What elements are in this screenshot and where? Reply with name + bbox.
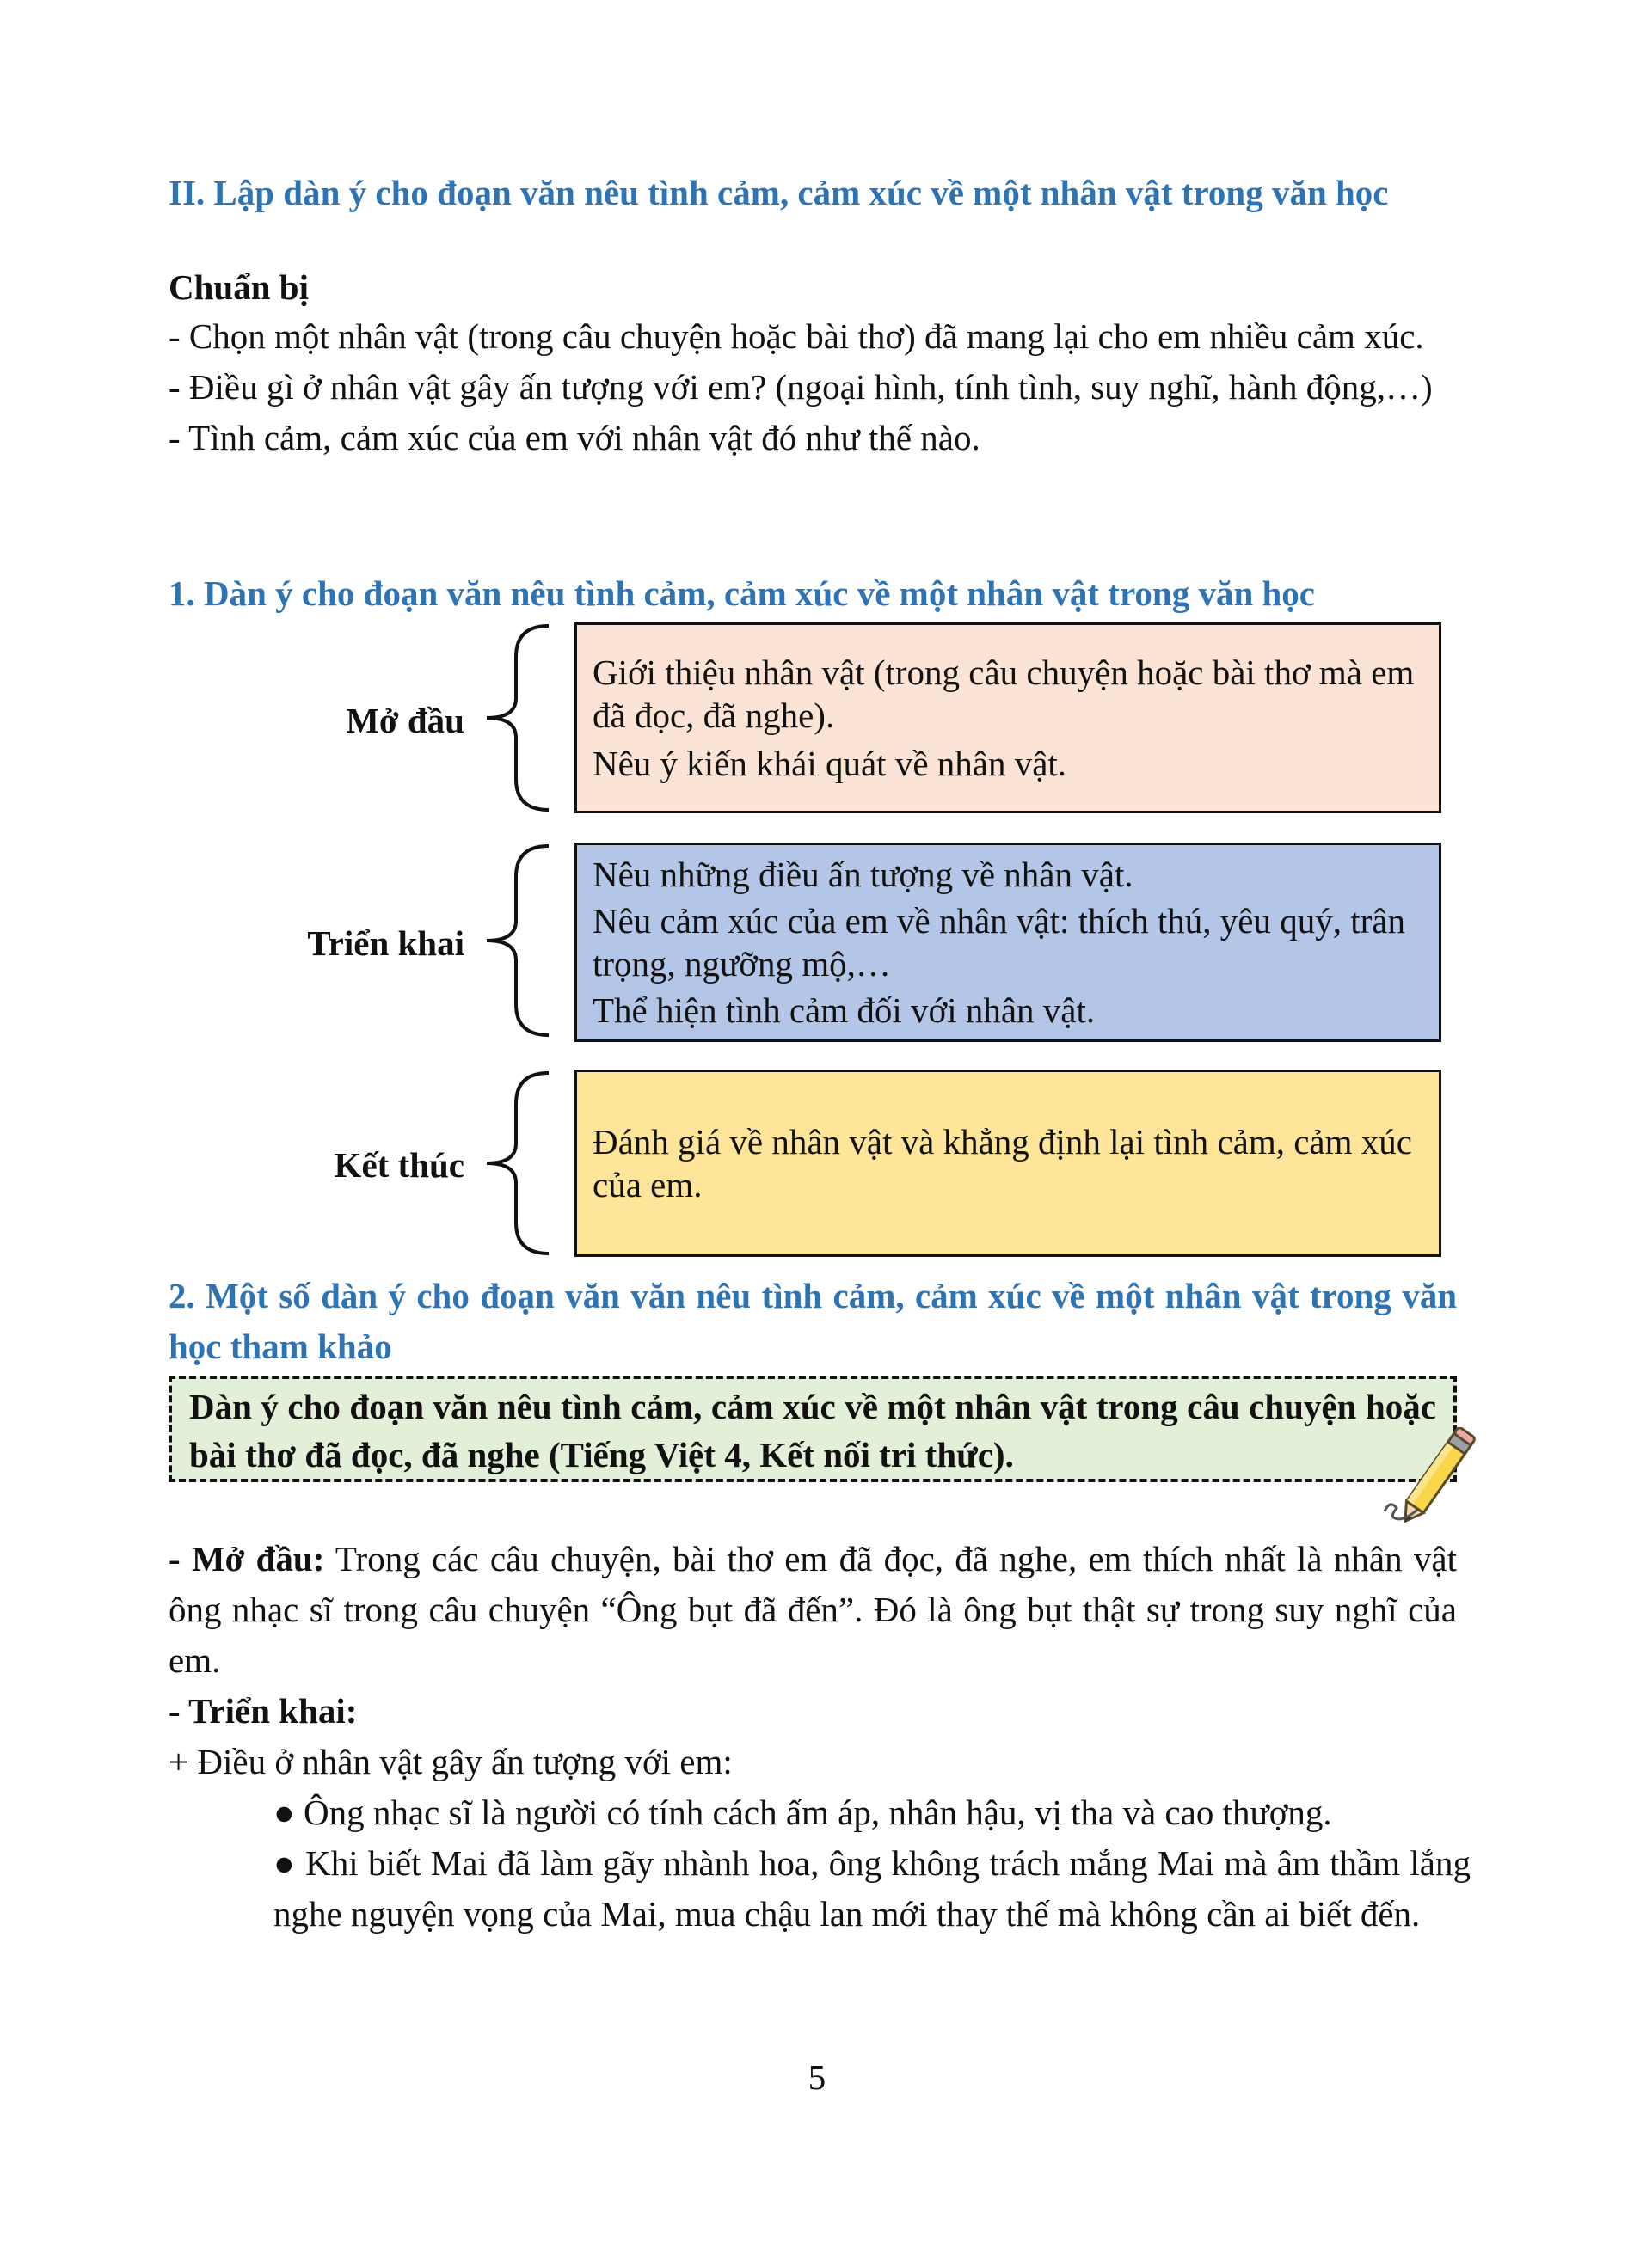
outline-label-end: Kết thúc bbox=[334, 1145, 464, 1185]
section2-title-block bbox=[169, 1271, 1457, 1372]
sample-impress-intro: + Điều ở nhân vật gây ấn tượng với em: bbox=[169, 1742, 733, 1781]
page-number: 5 bbox=[808, 2057, 826, 2097]
section1-title-block bbox=[169, 569, 1527, 618]
sample-bullet-2: ● Khi biết Mai đã làm gãy nhành hoa, ông không trách mắng Mai mà âm thầm lắng nghe nguyện vọng của Mai, mua chậu lan mới thay thế mà không cần ai biết đến. bbox=[273, 1843, 1471, 1934]
outline-intro-line-2: Nêu ý kiến khái quát về nhân vật. bbox=[593, 744, 1067, 783]
prep-item-1: - Chọn một nhân vật (trong câu chuyện hoặc bài thơ) đã mang lại cho em nhiều cảm xúc. bbox=[169, 316, 1424, 356]
prep-section bbox=[169, 263, 1527, 463]
prep-item-3: - Tình cảm, cảm xúc của em với nhân vật đó như thế nào. bbox=[169, 418, 980, 457]
main-heading-block bbox=[169, 169, 1527, 218]
brace-icon bbox=[480, 843, 557, 1039]
sample-bullet-1: ● Ông nhạc sĩ là người có tính cách ấm áp, nhân hậu, vị tha và cao thượng. bbox=[273, 1793, 1332, 1832]
outline-intro-line-1: Giới thiệu nhân vật (trong câu chuyện hoặc bài thơ mà em đã đọc, đã nghe). bbox=[593, 653, 1415, 735]
outline-body-line-2: Nêu cảm xúc của em về nhân vật: thích thú, yêu quý, trân trọng, ngưỡng mộ,… bbox=[593, 901, 1405, 984]
sample-box-text: Dàn ý cho đoạn văn nêu tình cảm, cảm xúc về một nhân vật trong câu chuyện hoặc bài thơ đã đọc, đã nghe (Tiếng Việt 4, Kết nối tri thức). bbox=[189, 1387, 1436, 1474]
outline-body-line-3: Thể hiện tình cảm đối với nhân vật. bbox=[593, 990, 1096, 1030]
section2-title: 2. Một số dàn ý cho đoạn văn văn nêu tình cảm, cảm xúc về một nhân vật trong văn học tham khảo bbox=[169, 1276, 1457, 1366]
sample-intro-text: Trong các câu chuyện, bài thơ em đã đọc, đã nghe, em thích nhất là nhân vật ông nhạc sĩ trong câu chuyện “Ông bụt đã đến”. Đó là ông bụt thật sự trong suy nghĩ của em. bbox=[169, 1539, 1457, 1680]
outline-label-intro: Mở đầu bbox=[346, 701, 464, 740]
outline-box-end bbox=[574, 1070, 1441, 1257]
sample-outline-box bbox=[169, 1376, 1457, 1482]
sample-body-label: - Triển khai: bbox=[169, 1691, 358, 1731]
brace-icon bbox=[480, 1070, 557, 1257]
outline-box-intro bbox=[574, 622, 1441, 813]
outline-label-body: Triển khai bbox=[307, 923, 464, 963]
sample-intro-paragraph bbox=[169, 1534, 1457, 1686]
sample-bullets bbox=[273, 1787, 1471, 1940]
outline-end-line-1: Đánh giá về nhân vật và khẳng định lại tình cảm, cảm xúc của em. bbox=[593, 1122, 1412, 1204]
outline-box-body bbox=[574, 843, 1441, 1042]
main-heading: II. Lập dàn ý cho đoạn văn nêu tình cảm, cảm xúc về một nhân vật trong văn học bbox=[169, 173, 1389, 212]
brace-icon bbox=[480, 622, 557, 813]
prep-item-2: - Điều gì ở nhân vật gây ấn tượng với em? (ngoại hình, tính tình, suy nghĩ, hành động,…) bbox=[169, 367, 1433, 407]
outline-body-line-1: Nêu những điều ấn tượng về nhân vật. bbox=[593, 855, 1133, 894]
sample-intro-block bbox=[169, 1534, 1457, 1787]
prep-title: Chuẩn bị bbox=[169, 267, 309, 307]
section1-title: 1. Dàn ý cho đoạn văn nêu tình cảm, cảm xúc về một nhân vật trong văn học bbox=[169, 573, 1316, 613]
sample-intro-label: - Mở đầu: bbox=[169, 1539, 325, 1578]
pencil-icon bbox=[1379, 1427, 1488, 1527]
